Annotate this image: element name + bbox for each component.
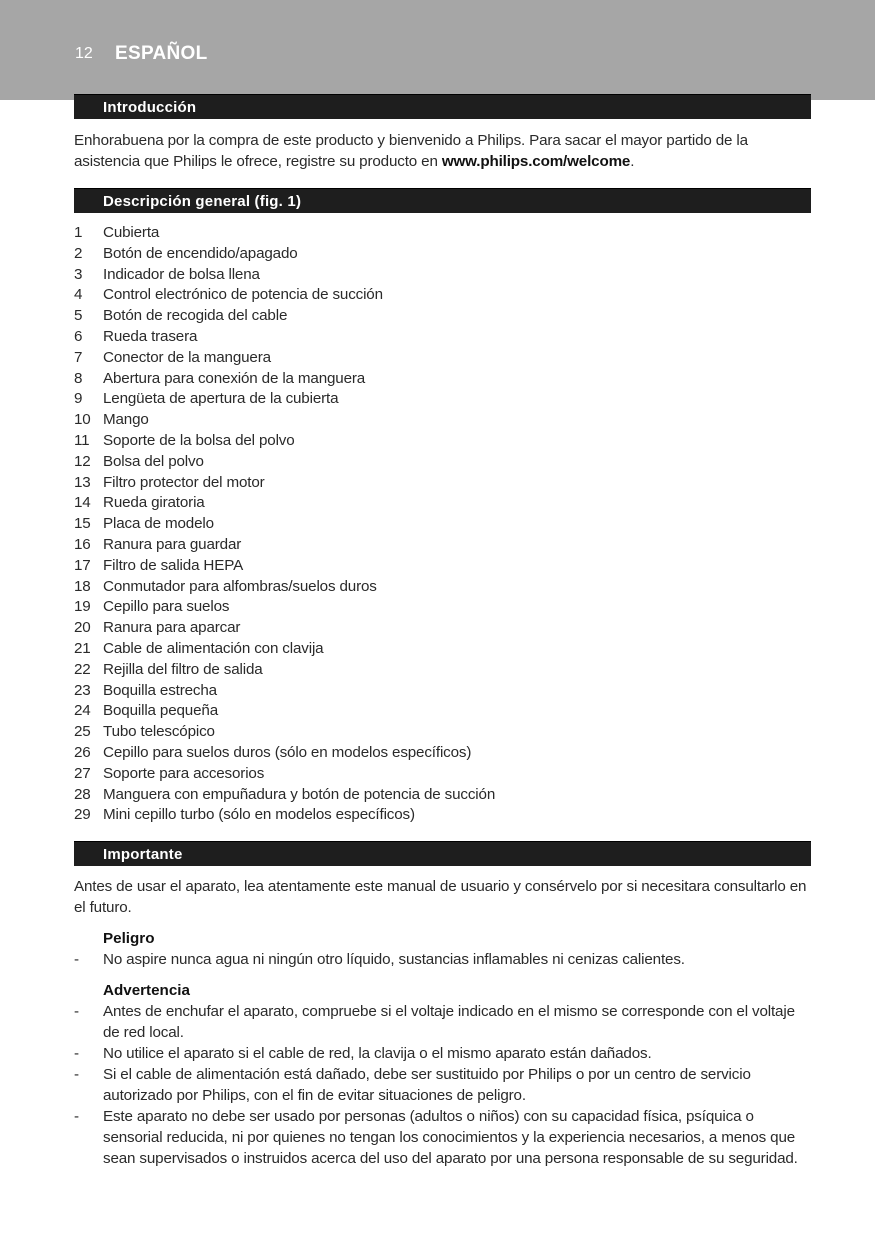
- list-item-number: 27: [74, 764, 91, 782]
- list-item-text: Ranura para guardar: [103, 535, 242, 553]
- list-item-number: 11: [74, 431, 90, 449]
- list-item-number: 12: [74, 452, 91, 470]
- list-item-text: Soporte para accesorios: [103, 764, 265, 782]
- list-item: [74, 597, 811, 618]
- list-item-text: Rueda trasera: [103, 327, 198, 345]
- bullet-dash: -: [74, 951, 79, 969]
- list-item: [74, 348, 811, 369]
- bullet-text: Si el cable de alimentación está dañado, debe ser sustituido por Philips o por un centro de servicio autorizado por Philips, con el fin de evitar situaciones de peligro.: [103, 1066, 751, 1105]
- list-item: [74, 285, 811, 306]
- list-item-text: Ranura para aparcar: [103, 619, 241, 637]
- list-item-number: 25: [74, 723, 91, 741]
- list-item-number: 29: [74, 806, 91, 824]
- list-item-text: Cepillo para suelos duros (sólo en modelos específicos): [103, 743, 472, 761]
- list-item-text: Lengüeta de apertura de la cubierta: [103, 390, 339, 408]
- list-item-text: Boquilla pequeña: [103, 702, 218, 720]
- list-item-text: Abertura para conexión de la manguera: [103, 369, 366, 387]
- intro-text-end: .: [630, 153, 635, 170]
- list-item: [74, 701, 811, 722]
- list-item: [74, 431, 811, 452]
- list-item: [74, 618, 811, 639]
- bullet-text: Antes de enchufar el aparato, compruebe si el voltaje indicado en el mismo se corresponde con el voltaje de red local.: [103, 1003, 795, 1042]
- intro-paragraph: [74, 130, 811, 172]
- list-item: [74, 244, 811, 265]
- list-item: [74, 514, 811, 535]
- list-item: [74, 473, 811, 494]
- section-heading-overview: [74, 188, 811, 213]
- bullet-dash: -: [74, 1108, 79, 1126]
- list-item-number: 22: [74, 660, 91, 678]
- list-item-text: Placa de modelo: [103, 515, 214, 533]
- list-item-number: 9: [74, 390, 83, 408]
- section-heading-label: Descripción general (fig. 1): [103, 193, 302, 210]
- list-item-text: Filtro de salida HEPA: [103, 556, 244, 574]
- list-item: [74, 681, 811, 702]
- bullet-item: [74, 1064, 811, 1106]
- list-item-number: 10: [74, 411, 91, 429]
- list-item-text: Botón de encendido/apagado: [103, 244, 298, 262]
- list-item: [74, 327, 811, 348]
- list-item-text: Rejilla del filtro de salida: [103, 660, 263, 678]
- list-item: [74, 452, 811, 473]
- list-item-number: 8: [74, 369, 83, 387]
- intro-text: Enhorabuena por la compra de este producto y bienvenido a Philips. Para sacar el mayor partido de la asistencia que Philips le ofrece, registre su producto en: [74, 132, 748, 170]
- list-item: [74, 556, 811, 577]
- important-intro: Antes de usar el aparato, lea atentamente este manual de usuario y consérvelo por si necesitara consultarlo en el futuro.: [74, 878, 807, 917]
- list-item-text: Rueda giratoria: [103, 494, 205, 512]
- list-item-text: Control electrónico de potencia de succión: [103, 286, 383, 304]
- list-item-text: Indicador de bolsa llena: [103, 265, 260, 283]
- list-item: [74, 493, 811, 514]
- danger-heading: Peligro: [103, 930, 155, 948]
- list-item-number: 21: [74, 639, 91, 657]
- list-item: [74, 577, 811, 598]
- list-item: [74, 306, 811, 327]
- list-item: [74, 743, 811, 764]
- bullet-item: [74, 949, 811, 970]
- list-item: [74, 785, 811, 806]
- list-item-text: Mini cepillo turbo (sólo en modelos específicos): [103, 806, 415, 824]
- list-item-number: 17: [74, 556, 91, 574]
- list-item-number: 28: [74, 785, 91, 803]
- warning-list: [74, 1001, 811, 1169]
- list-item-text: Filtro protector del motor: [103, 473, 265, 491]
- list-item-text: Tubo telescópico: [103, 723, 215, 741]
- list-item-number: 23: [74, 681, 91, 699]
- bullet-text: No aspire nunca agua ni ningún otro líquido, sustancias inflamables ni cenizas calientes.: [103, 951, 685, 969]
- list-item: [74, 639, 811, 660]
- list-item: [74, 535, 811, 556]
- list-item-text: Cable de alimentación con clavija: [103, 639, 324, 657]
- list-item-text: Boquilla estrecha: [103, 681, 217, 699]
- page-number: 12: [75, 45, 93, 62]
- list-item-number: 16: [74, 535, 91, 553]
- list-item-number: 18: [74, 577, 91, 595]
- list-item-number: 20: [74, 619, 91, 637]
- list-item-number: 15: [74, 515, 91, 533]
- list-item-text: Mango: [103, 411, 149, 429]
- list-item-number: 19: [74, 598, 91, 616]
- list-item: [74, 223, 811, 244]
- list-item: [74, 764, 811, 785]
- welcome-link[interactable]: www.philips.com/welcome: [441, 153, 631, 170]
- list-item-number: 5: [74, 307, 83, 325]
- list-item-number: 2: [74, 244, 83, 262]
- list-item-number: 6: [74, 327, 83, 345]
- bullet-dash: -: [74, 1003, 79, 1021]
- list-item: [74, 265, 811, 286]
- page-header-band: [0, 0, 875, 100]
- bullet-item: [74, 1001, 811, 1043]
- list-item-text: Cepillo para suelos: [103, 598, 230, 616]
- list-item: [74, 369, 811, 390]
- list-item-text: Conmutador para alfombras/suelos duros: [103, 577, 377, 595]
- list-item: [74, 389, 811, 410]
- list-item-number: 4: [74, 286, 83, 304]
- list-item: [74, 410, 811, 431]
- bullet-text: No utilice el aparato si el cable de red, la clavija o el mismo aparato están dañados.: [103, 1045, 652, 1063]
- list-item-number: 1: [74, 224, 83, 241]
- list-item-number: 13: [74, 473, 91, 491]
- section-heading-label: Introducción: [103, 99, 197, 116]
- danger-list: [74, 949, 811, 970]
- list-item-text: Botón de recogida del cable: [103, 307, 288, 325]
- section-heading-important: [74, 841, 811, 866]
- list-item-number: 14: [74, 494, 91, 512]
- list-item-number: 24: [74, 702, 91, 720]
- page-content: [74, 94, 811, 1169]
- list-item-text: Conector de la manguera: [103, 348, 271, 366]
- bullet-text: Este aparato no debe ser usado por personas (adultos o niños) con su capacidad física, psíquica o sensorial reducida, ni por quienes no tengan los conocimientos y la experiencia necesarios, a menos que sean supervisados o instruidos acerca del uso del aparato por una persona responsable de su seguridad.: [103, 1108, 798, 1168]
- bullet-item: [74, 1106, 811, 1169]
- list-item-text: Bolsa del polvo: [103, 452, 204, 470]
- section-heading-label: Importante: [103, 846, 183, 864]
- warning-heading: Advertencia: [103, 982, 190, 1000]
- list-item-text: Soporte de la bolsa del polvo: [103, 431, 295, 449]
- list-item: [74, 660, 811, 681]
- bullet-item: [74, 1043, 811, 1064]
- parts-list: [74, 223, 811, 826]
- list-item-text: Manguera con empuñadura y botón de potencia de succión: [103, 785, 496, 803]
- bullet-dash: -: [74, 1045, 79, 1063]
- list-item-number: 3: [74, 265, 83, 283]
- bullet-dash: -: [74, 1066, 79, 1084]
- list-item: [74, 722, 811, 743]
- language-title: ESPAÑOL: [115, 43, 208, 64]
- list-item-text: Cubierta: [103, 224, 160, 241]
- list-item-number: 7: [74, 348, 83, 366]
- list-item-number: 26: [74, 743, 91, 761]
- section-heading-intro: [74, 94, 811, 119]
- list-item: [74, 805, 811, 826]
